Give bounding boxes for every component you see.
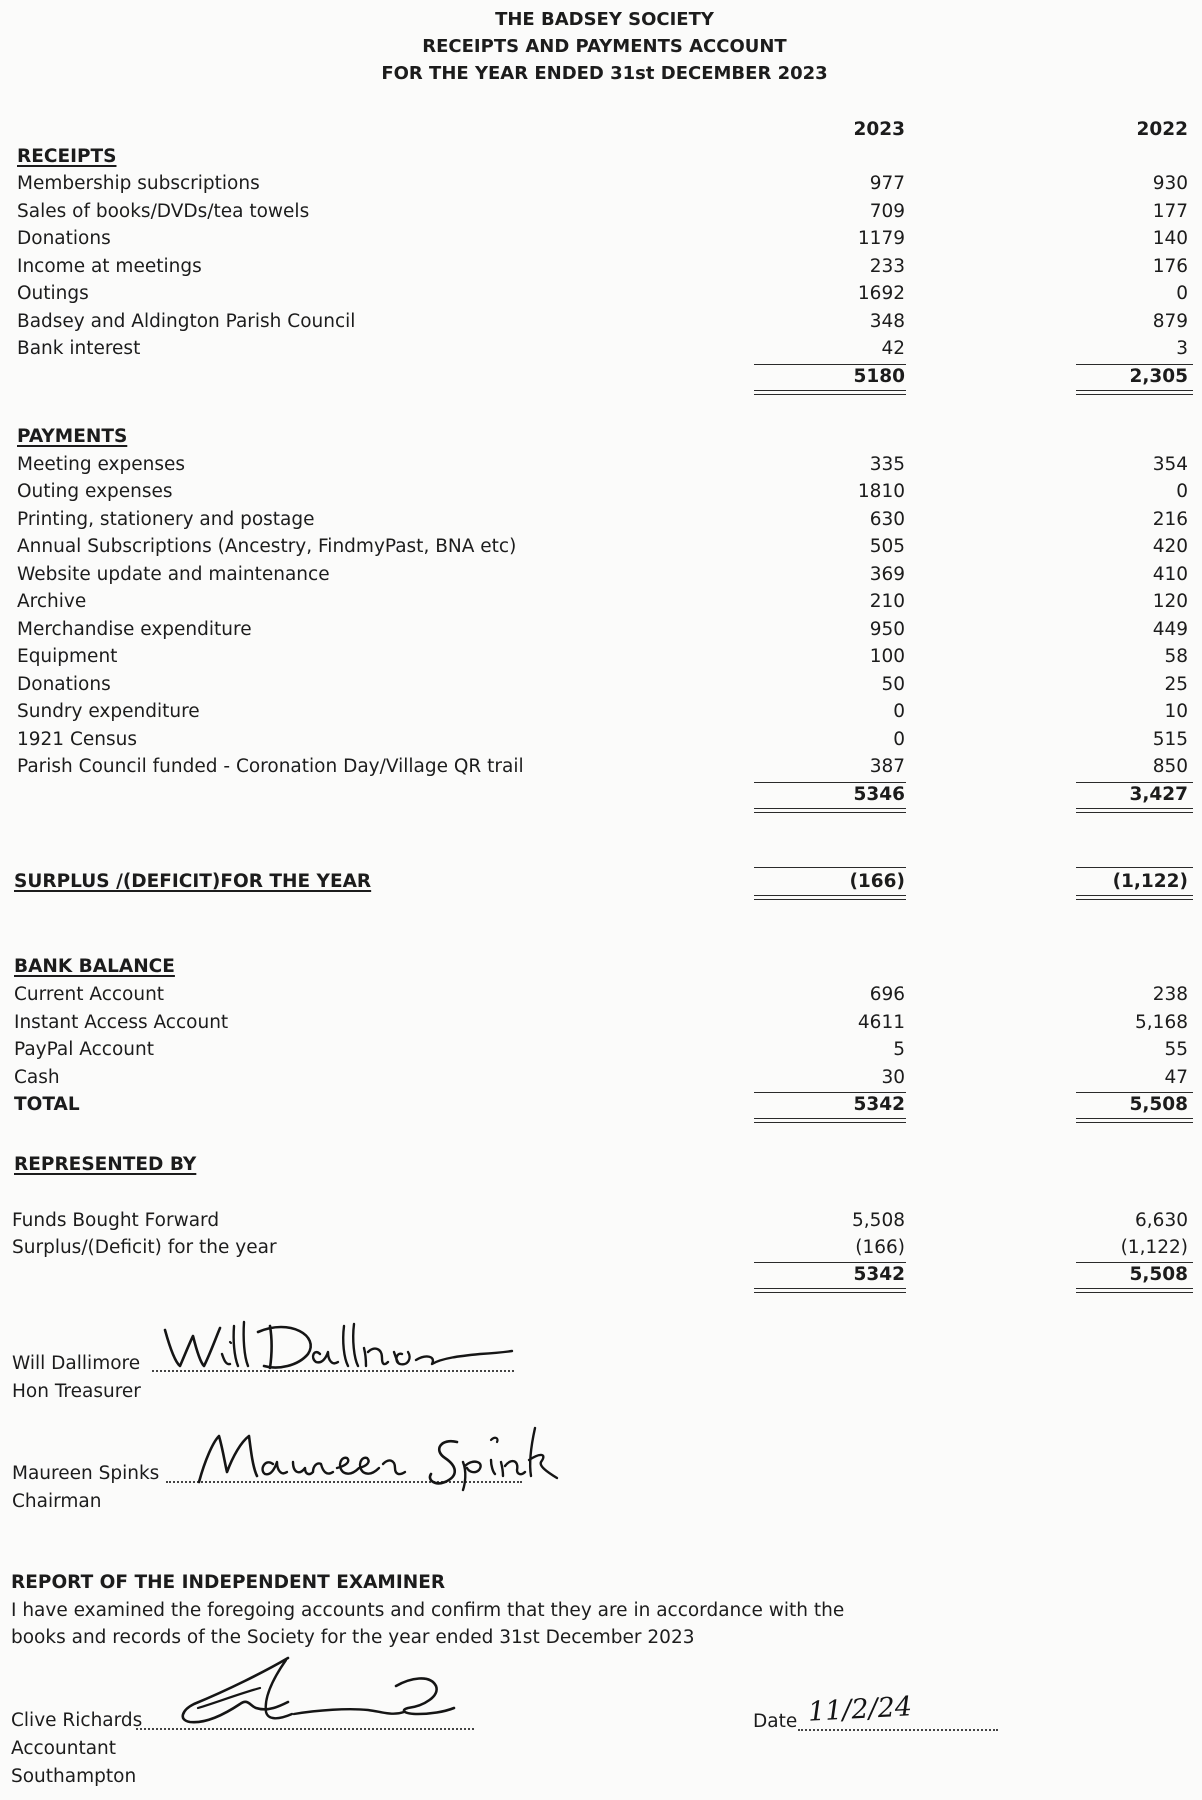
date-line: [798, 1729, 998, 1731]
row-label: Merchandise expenditure: [17, 619, 252, 640]
value-2022: 238: [1152, 984, 1188, 1005]
examiner-signature: [168, 1650, 478, 1730]
receipts-total-2023: 5180: [853, 366, 905, 387]
total-double-rule: [754, 808, 906, 813]
row-label: Sales of books/DVDs/tea towels: [17, 201, 310, 222]
value-2023: 0: [893, 729, 905, 750]
bank-balance-heading: BANK BALANCE: [14, 956, 175, 977]
payments-heading: PAYMENTS: [17, 426, 128, 447]
row-label: Income at meetings: [17, 256, 202, 277]
value-2023: 630: [869, 509, 905, 530]
total-double-rule: [754, 1288, 906, 1293]
row-label: Meeting expenses: [17, 454, 185, 475]
value-2022: 5,168: [1135, 1012, 1188, 1033]
row-label: 1921 Census: [17, 729, 137, 750]
represented-total-2022: 5,508: [1129, 1264, 1188, 1285]
value-2022: (1,122): [1120, 1237, 1188, 1258]
value-2023: (166): [855, 1237, 905, 1258]
examiner-name: Clive Richards: [11, 1710, 143, 1731]
row-label: Printing, stationery and postage: [17, 509, 315, 530]
value-2022: 0: [1176, 283, 1188, 304]
row-label: Badsey and Aldington Parish Council: [17, 311, 356, 332]
row-label: Outings: [17, 283, 89, 304]
chairman-name: Maureen Spinks: [12, 1463, 160, 1484]
total-double-rule: [754, 1118, 906, 1123]
value-2023: 335: [869, 454, 905, 475]
value-2022: 354: [1152, 454, 1188, 475]
value-2023: 50: [881, 674, 905, 695]
surplus-2023: (166): [849, 871, 905, 892]
value-2023: 369: [869, 564, 905, 585]
date-value: 11/2/24: [807, 1691, 913, 1728]
value-2022: 120: [1152, 591, 1188, 612]
value-2023: 210: [869, 591, 905, 612]
row-label: Funds Bought Forward: [12, 1210, 220, 1231]
bank-total-label: TOTAL: [14, 1094, 80, 1115]
examiner-statement-line-1: I have examined the foregoing accounts and confirm that they are in accordance with the: [11, 1600, 845, 1621]
receipts-heading: RECEIPTS: [17, 146, 117, 167]
receipts-total-2022: 2,305: [1129, 366, 1188, 387]
value-2022: 879: [1152, 311, 1188, 332]
account-title: RECEIPTS AND PAYMENTS ACCOUNT: [422, 36, 787, 57]
examiner-statement-line-2: books and records of the Society for the year ended 31st December 2023: [11, 1627, 695, 1648]
row-label: Current Account: [14, 984, 165, 1005]
value-2022: 0: [1176, 481, 1188, 502]
value-2023: 100: [869, 646, 905, 667]
column-header-2023: 2023: [853, 119, 905, 140]
value-2022: 6,630: [1135, 1210, 1188, 1231]
society-name: THE BADSEY SOCIETY: [495, 9, 714, 30]
total-double-rule: [754, 390, 906, 395]
examiner-location: Southampton: [11, 1766, 137, 1787]
value-2022: 140: [1152, 228, 1188, 249]
row-label: Membership subscriptions: [17, 173, 260, 194]
row-label: Archive: [17, 591, 87, 612]
value-2023: 505: [869, 536, 905, 557]
payments-total-2023: 5346: [853, 784, 905, 805]
value-2022: 410: [1152, 564, 1188, 585]
value-2023: 977: [869, 173, 905, 194]
value-2023: 0: [893, 701, 905, 722]
row-label: Equipment: [17, 646, 118, 667]
value-2023: 5: [893, 1039, 905, 1060]
treasurer-name: Will Dallimore: [12, 1353, 141, 1374]
value-2023: 950: [869, 619, 905, 640]
treasurer-signature: [160, 1318, 530, 1378]
total-double-rule: [1076, 808, 1193, 813]
value-2022: 10: [1164, 701, 1188, 722]
row-label: Sundry expenditure: [17, 701, 200, 722]
subtotal-rule: [1076, 867, 1193, 868]
value-2023: 709: [869, 201, 905, 222]
total-double-rule: [1076, 1288, 1193, 1293]
treasurer-role: Hon Treasurer: [12, 1381, 141, 1402]
payments-total-2022: 3,427: [1129, 784, 1188, 805]
represented-total-2023: 5342: [853, 1264, 905, 1285]
row-label: Surplus/(Deficit) for the year: [12, 1237, 277, 1258]
value-2023: 30: [881, 1067, 905, 1088]
subtotal-rule: [754, 867, 906, 868]
value-2023: 5,508: [852, 1210, 905, 1231]
value-2023: 4611: [857, 1012, 905, 1033]
value-2022: 55: [1164, 1039, 1188, 1060]
value-2023: 387: [869, 756, 905, 777]
row-label: PayPal Account: [14, 1039, 154, 1060]
surplus-label: SURPLUS /(DEFICIT)FOR THE YEAR: [14, 871, 372, 892]
value-2022: 176: [1152, 256, 1188, 277]
value-2023: 348: [869, 311, 905, 332]
bank-total-2022: 5,508: [1129, 1094, 1188, 1115]
total-double-rule: [1076, 895, 1193, 900]
row-label: Parish Council funded - Coronation Day/Village QR trail: [17, 756, 524, 777]
value-2022: 177: [1152, 201, 1188, 222]
value-2022: 449: [1152, 619, 1188, 640]
value-2023: 696: [869, 984, 905, 1005]
row-label: Bank interest: [17, 338, 141, 359]
value-2023: 233: [869, 256, 905, 277]
bank-total-2023: 5342: [853, 1094, 905, 1115]
value-2022: 47: [1164, 1067, 1188, 1088]
value-2022: 58: [1164, 646, 1188, 667]
row-label: Instant Access Account: [14, 1012, 229, 1033]
row-label: Outing expenses: [17, 481, 173, 502]
examiner-role: Accountant: [11, 1738, 117, 1759]
column-header-2022: 2022: [1136, 119, 1188, 140]
row-label: Donations: [17, 674, 111, 695]
examiner-heading: REPORT OF THE INDEPENDENT EXAMINER: [11, 1572, 446, 1593]
value-2023: 1692: [857, 283, 905, 304]
row-label: Annual Subscriptions (Ancestry, FindmyPast, BNA etc): [17, 536, 517, 557]
value-2022: 850: [1152, 756, 1188, 777]
total-double-rule: [754, 895, 906, 900]
value-2022: 420: [1152, 536, 1188, 557]
chairman-role: Chairman: [12, 1491, 102, 1512]
row-label: Website update and maintenance: [17, 564, 330, 585]
value-2022: 515: [1152, 729, 1188, 750]
row-label: Donations: [17, 228, 111, 249]
value-2023: 42: [881, 338, 905, 359]
surplus-2022: (1,122): [1112, 871, 1188, 892]
total-double-rule: [1076, 1118, 1193, 1123]
date-label: Date: [753, 1711, 798, 1732]
chairman-signature: [195, 1420, 575, 1490]
period-title: FOR THE YEAR ENDED 31st DECEMBER 2023: [381, 63, 828, 84]
value-2022: 3: [1176, 338, 1188, 359]
value-2022: 930: [1152, 173, 1188, 194]
represented-by-heading: REPRESENTED BY: [14, 1154, 197, 1175]
value-2022: 216: [1152, 509, 1188, 530]
value-2023: 1810: [857, 481, 905, 502]
total-double-rule: [1076, 390, 1193, 395]
value-2022: 25: [1164, 674, 1188, 695]
value-2023: 1179: [857, 228, 905, 249]
row-label: Cash: [14, 1067, 60, 1088]
